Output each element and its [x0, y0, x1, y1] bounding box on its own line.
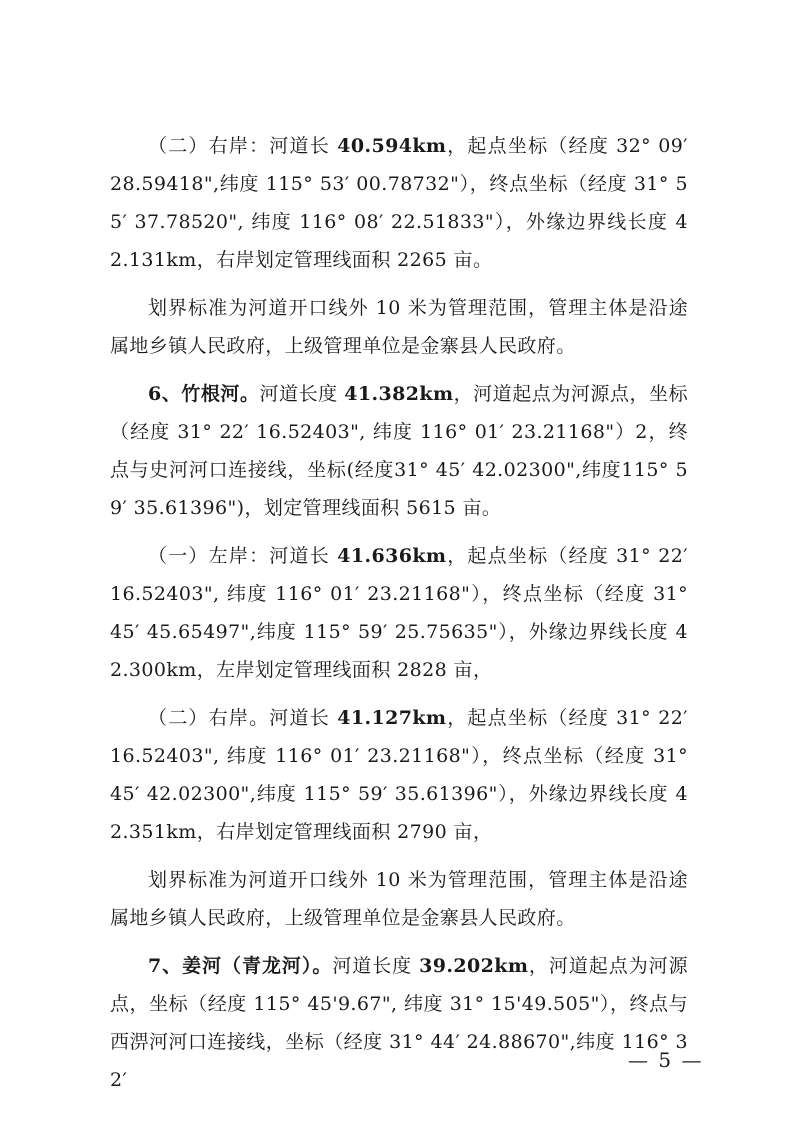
paragraph-text: 河道长度 — [332, 955, 420, 977]
paragraph — [110, 699, 688, 851]
paragraph-lead: （二）右岸： — [148, 135, 270, 157]
paragraph-text: 河道长 — [269, 707, 338, 729]
paragraph-text: ，河道起点为河源点，坐标（经度 31° 22′ 16.52403", 纬度 116° 01′ 23.21168"）2，终点与史河河口连接线，坐标(经度31° 45′ 42.02300",纬度115° 59′ 35.61396")，划定管理线面积 5615 亩。 — [110, 383, 688, 519]
paragraph — [110, 289, 688, 365]
paragraph-text: ，起点坐标（经度 31° 22′ 16.52403", 纬度 116° 01′ 23.21168"），终点坐标（经度 31° 45′ 42.02300",纬度 115° 59′ 35.61396"），外缘边界线长度 42.351km，右岸划定管理线面积 2790 亩， — [110, 707, 688, 843]
paragraph-text: ，河道起点为河源点，坐标（经度 115° 45'9.67", 纬度 31° 15'49.505"），终点与西淠河河口连接线，坐标（经度 31° 44′ 24.88670",纬度 116° 32′ — [110, 955, 689, 1091]
paragraph-text: 河道长度 — [259, 383, 345, 405]
paragraph — [110, 861, 688, 937]
paragraph-text: ，起点坐标（经度 32° 09′ 28.59418",纬度 115° 53′ 00.78732"），终点坐标（经度 31° 55′ 37.78520", 纬度 116° 08′ 22.51833"），外缘边界线长度 42.131km，右岸划定管理线面积 2265 亩。 — [110, 135, 688, 271]
paragraph-text: ，起点坐标（经度 31° 22′ 16.52403", 纬度 116° 01′ 23.21168"），终点坐标（经度 31° 45′ 45.65497",纬度 115° 59′ 25.75635"），外缘边界线长度 42.300km，左岸划定管理线面积 2828 亩， — [110, 545, 688, 681]
paragraph-lead: （二）右岸。 — [148, 707, 270, 729]
bold-value: 41.382km — [344, 383, 454, 405]
document-body — [110, 127, 688, 1109]
paragraph-text: 河道长 — [269, 135, 338, 157]
paragraph — [110, 947, 688, 1099]
paragraph — [110, 127, 688, 279]
page-number: — 5 — — [628, 1048, 704, 1072]
bold-value: 39.202km — [419, 955, 529, 977]
paragraph-lead: 7、姜河（青龙河）。 — [148, 955, 333, 977]
paragraph-text: 划界标准为河道开口线外 10 米为管理范围，管理主体是沿途属地乡镇人民政府，上级管理单位是金寨县人民政府。 — [110, 297, 688, 357]
paragraph-lead: 6、竹根河。 — [148, 383, 260, 405]
paragraph — [110, 375, 688, 527]
paragraph-text: 划界标准为河道开口线外 10 米为管理范围，管理主体是沿途属地乡镇人民政府，上级管理单位是金寨县人民政府。 — [110, 869, 688, 929]
bold-value: 41.636km — [337, 545, 447, 567]
paragraph-lead: （一）左岸： — [148, 545, 270, 567]
bold-value: 40.594km — [337, 135, 447, 157]
paragraph-text: 河道长 — [269, 545, 338, 567]
paragraph — [110, 537, 688, 689]
bold-value: 41.127km — [337, 707, 447, 729]
